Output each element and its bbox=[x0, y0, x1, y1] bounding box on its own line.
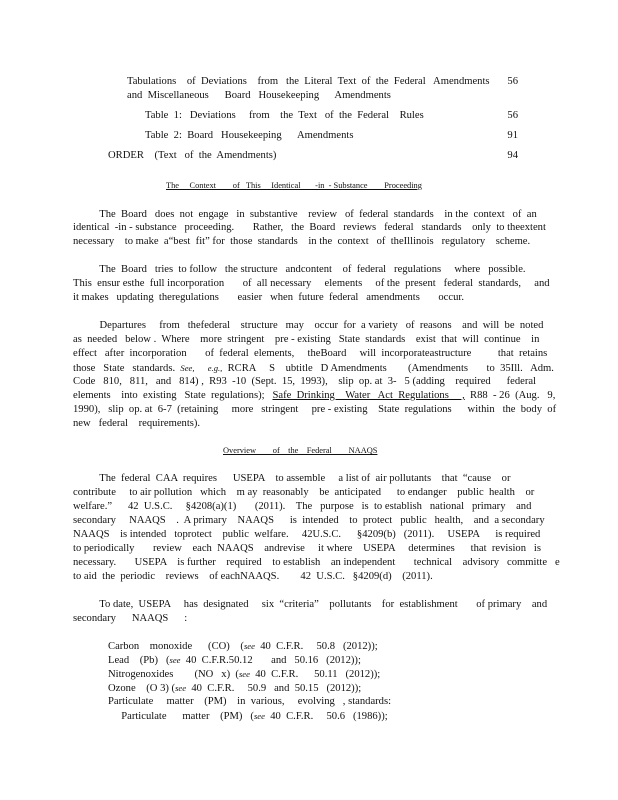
paragraph-line: secondary NAAQS : bbox=[73, 613, 188, 624]
list-item bbox=[108, 668, 380, 681]
paragraph-line: necessary to make a“best fit” for those standards in the context of theIllinois regulatory scheme. bbox=[73, 236, 531, 247]
list-item-text: 40 C.F.R. 50.6 (1986)); bbox=[264, 711, 388, 722]
list-item-text: Particulate matter (PM) ( bbox=[108, 711, 254, 722]
paragraph-line-citation bbox=[73, 390, 555, 402]
paragraph-line: The Board does not engage in substantive review of federal standards in the context of an bbox=[73, 209, 537, 220]
list-item-text: 40 C.F.R. 50.11 (2012)); bbox=[249, 669, 381, 680]
list-item-text: Ozone (O 3) ( bbox=[108, 683, 176, 694]
citation-text: elements into existing State regulations); bbox=[73, 390, 273, 401]
list-item bbox=[108, 710, 388, 723]
section-heading-context: The Context of This Identical -in - Substance Proceeding bbox=[166, 181, 422, 190]
paragraph-line-citation bbox=[73, 362, 554, 375]
paragraph-line: The federal CAA requires USEPA to assemble a list of air pollutants that “cause or bbox=[73, 473, 511, 484]
paragraph-line: To date, USEPA has designated six “criteria” pollutants for establishment of primary and bbox=[73, 599, 548, 610]
paragraph-line: it makes updating theregulations easier when future federal amendments occur. bbox=[73, 292, 464, 303]
case-name: Safe Drinking Water Act Regulations , bbox=[272, 390, 465, 401]
toc-page-number: 56 bbox=[507, 110, 518, 121]
signal-see: See, bbox=[180, 363, 195, 373]
list-item-text: Lead (Pb) ( bbox=[108, 655, 170, 666]
signal-see: see bbox=[175, 683, 187, 693]
paragraph-line: welfare.” 42 U.S.C. §4208(a)(1) (2011). The purpose is to establish national primary and bbox=[73, 501, 532, 512]
paragraph-line: Code 810, 811, and 814) , R93 -10 (Sept. 15, 1993), slip op. at 3- 5 (adding required federal bbox=[73, 376, 537, 387]
list-item-text: Nitrogenoxides (NO x) ( bbox=[108, 669, 239, 680]
paragraph-line: 1990), slip op. at 6-7 (retaining more stringent pre - existing State regulations within the body of bbox=[73, 404, 557, 415]
paragraph-line: new federal requirements). bbox=[73, 418, 201, 429]
signal-see: see bbox=[169, 655, 181, 665]
section-heading-overview: Overview of the Federal NAAQS bbox=[223, 446, 378, 455]
signal-see: see bbox=[253, 711, 265, 721]
toc-page-number: 91 bbox=[507, 130, 518, 141]
list-item-text: Carbon monoxide (CO) ( bbox=[108, 641, 244, 652]
toc-entry-table-1: Table 1: Deviations from the Text of the Federal Rules bbox=[145, 110, 424, 121]
toc-entry-continuation: and Miscellaneous Board Housekeeping Amendments bbox=[127, 90, 391, 101]
paragraph-line: necessary. USEPA is further required to establish an independent technical advisory committe e bbox=[73, 557, 560, 568]
paragraph-line: identical -in - substance proceeding. Rather, the Board reviews federal standards only to theextent bbox=[73, 222, 546, 233]
list-item bbox=[108, 682, 361, 695]
paragraph-line: The Board tries to follow the structure andcontent of federal regulations where possible. bbox=[73, 264, 526, 275]
citation-text: those State standards. bbox=[73, 363, 181, 374]
citation-text: R88 - 26 (Aug. 9, bbox=[464, 390, 556, 401]
paragraph-line: contribute to air pollution which m ay reasonably be anticipated to endanger public health or bbox=[73, 487, 535, 498]
signal-see: see bbox=[238, 669, 250, 679]
list-item-text: 40 C.F.R.50.12 and 50.16 (2012)); bbox=[180, 655, 361, 666]
toc-entry-tabulations: Tabulations of Deviations from the Literal Text of the Federal Amendments bbox=[127, 76, 490, 87]
paragraph-line: NAAQS is intended toprotect public welfare. 42U.S.C. §4209(b) (2011). USEPA is required bbox=[73, 529, 541, 540]
list-item bbox=[108, 654, 361, 667]
toc-page-number: 56 bbox=[507, 76, 518, 87]
citation-text: RCRA S ubtitle D Amendments (Amendments to 35Ill. Adm. bbox=[222, 363, 554, 374]
list-item-text: 40 C.F.R. 50.8 (2012)); bbox=[254, 641, 378, 652]
list-item-text: Particulate matter (PM) in various, evolving , standards: bbox=[108, 696, 392, 707]
toc-entry-table-2: Table 2: Board Housekeeping Amendments bbox=[145, 130, 354, 141]
paragraph-line: This ensur esthe full incorporation of all necessary elements of the present federal standards, and bbox=[73, 278, 550, 289]
toc-entry-order: ORDER (Text of the Amendments) bbox=[108, 150, 277, 161]
list-item-text: 40 C.F.R. 50.9 and 50.15 (2012)); bbox=[186, 683, 362, 694]
paragraph-line: secondary NAAQS . A primary NAAQS is intended to protect public health, and a secondary bbox=[73, 515, 545, 526]
paragraph-line: to periodically review each NAAQS andrevise it where USEPA determines that revision is bbox=[73, 543, 541, 554]
signal-eg: e.g., bbox=[207, 363, 223, 373]
list-item bbox=[108, 640, 378, 653]
paragraph-line: as needed below . Where more stringent pre - existing State standards exist that will continue in bbox=[73, 334, 540, 345]
toc-page-number: 94 bbox=[507, 150, 518, 161]
signal-see: see bbox=[243, 641, 255, 651]
list-item bbox=[108, 696, 391, 708]
paragraph-line: to aid the periodic reviews of eachNAAQS. 42 U.S.C. §4209(d) (2011). bbox=[73, 571, 433, 582]
paragraph-line: effect after incorporation of federal elements, theBoard will incorporateastructure that retains bbox=[73, 348, 548, 359]
paragraph-line: Departures from thefederal structure may occur for a variety of reasons and will be noted bbox=[73, 320, 544, 331]
